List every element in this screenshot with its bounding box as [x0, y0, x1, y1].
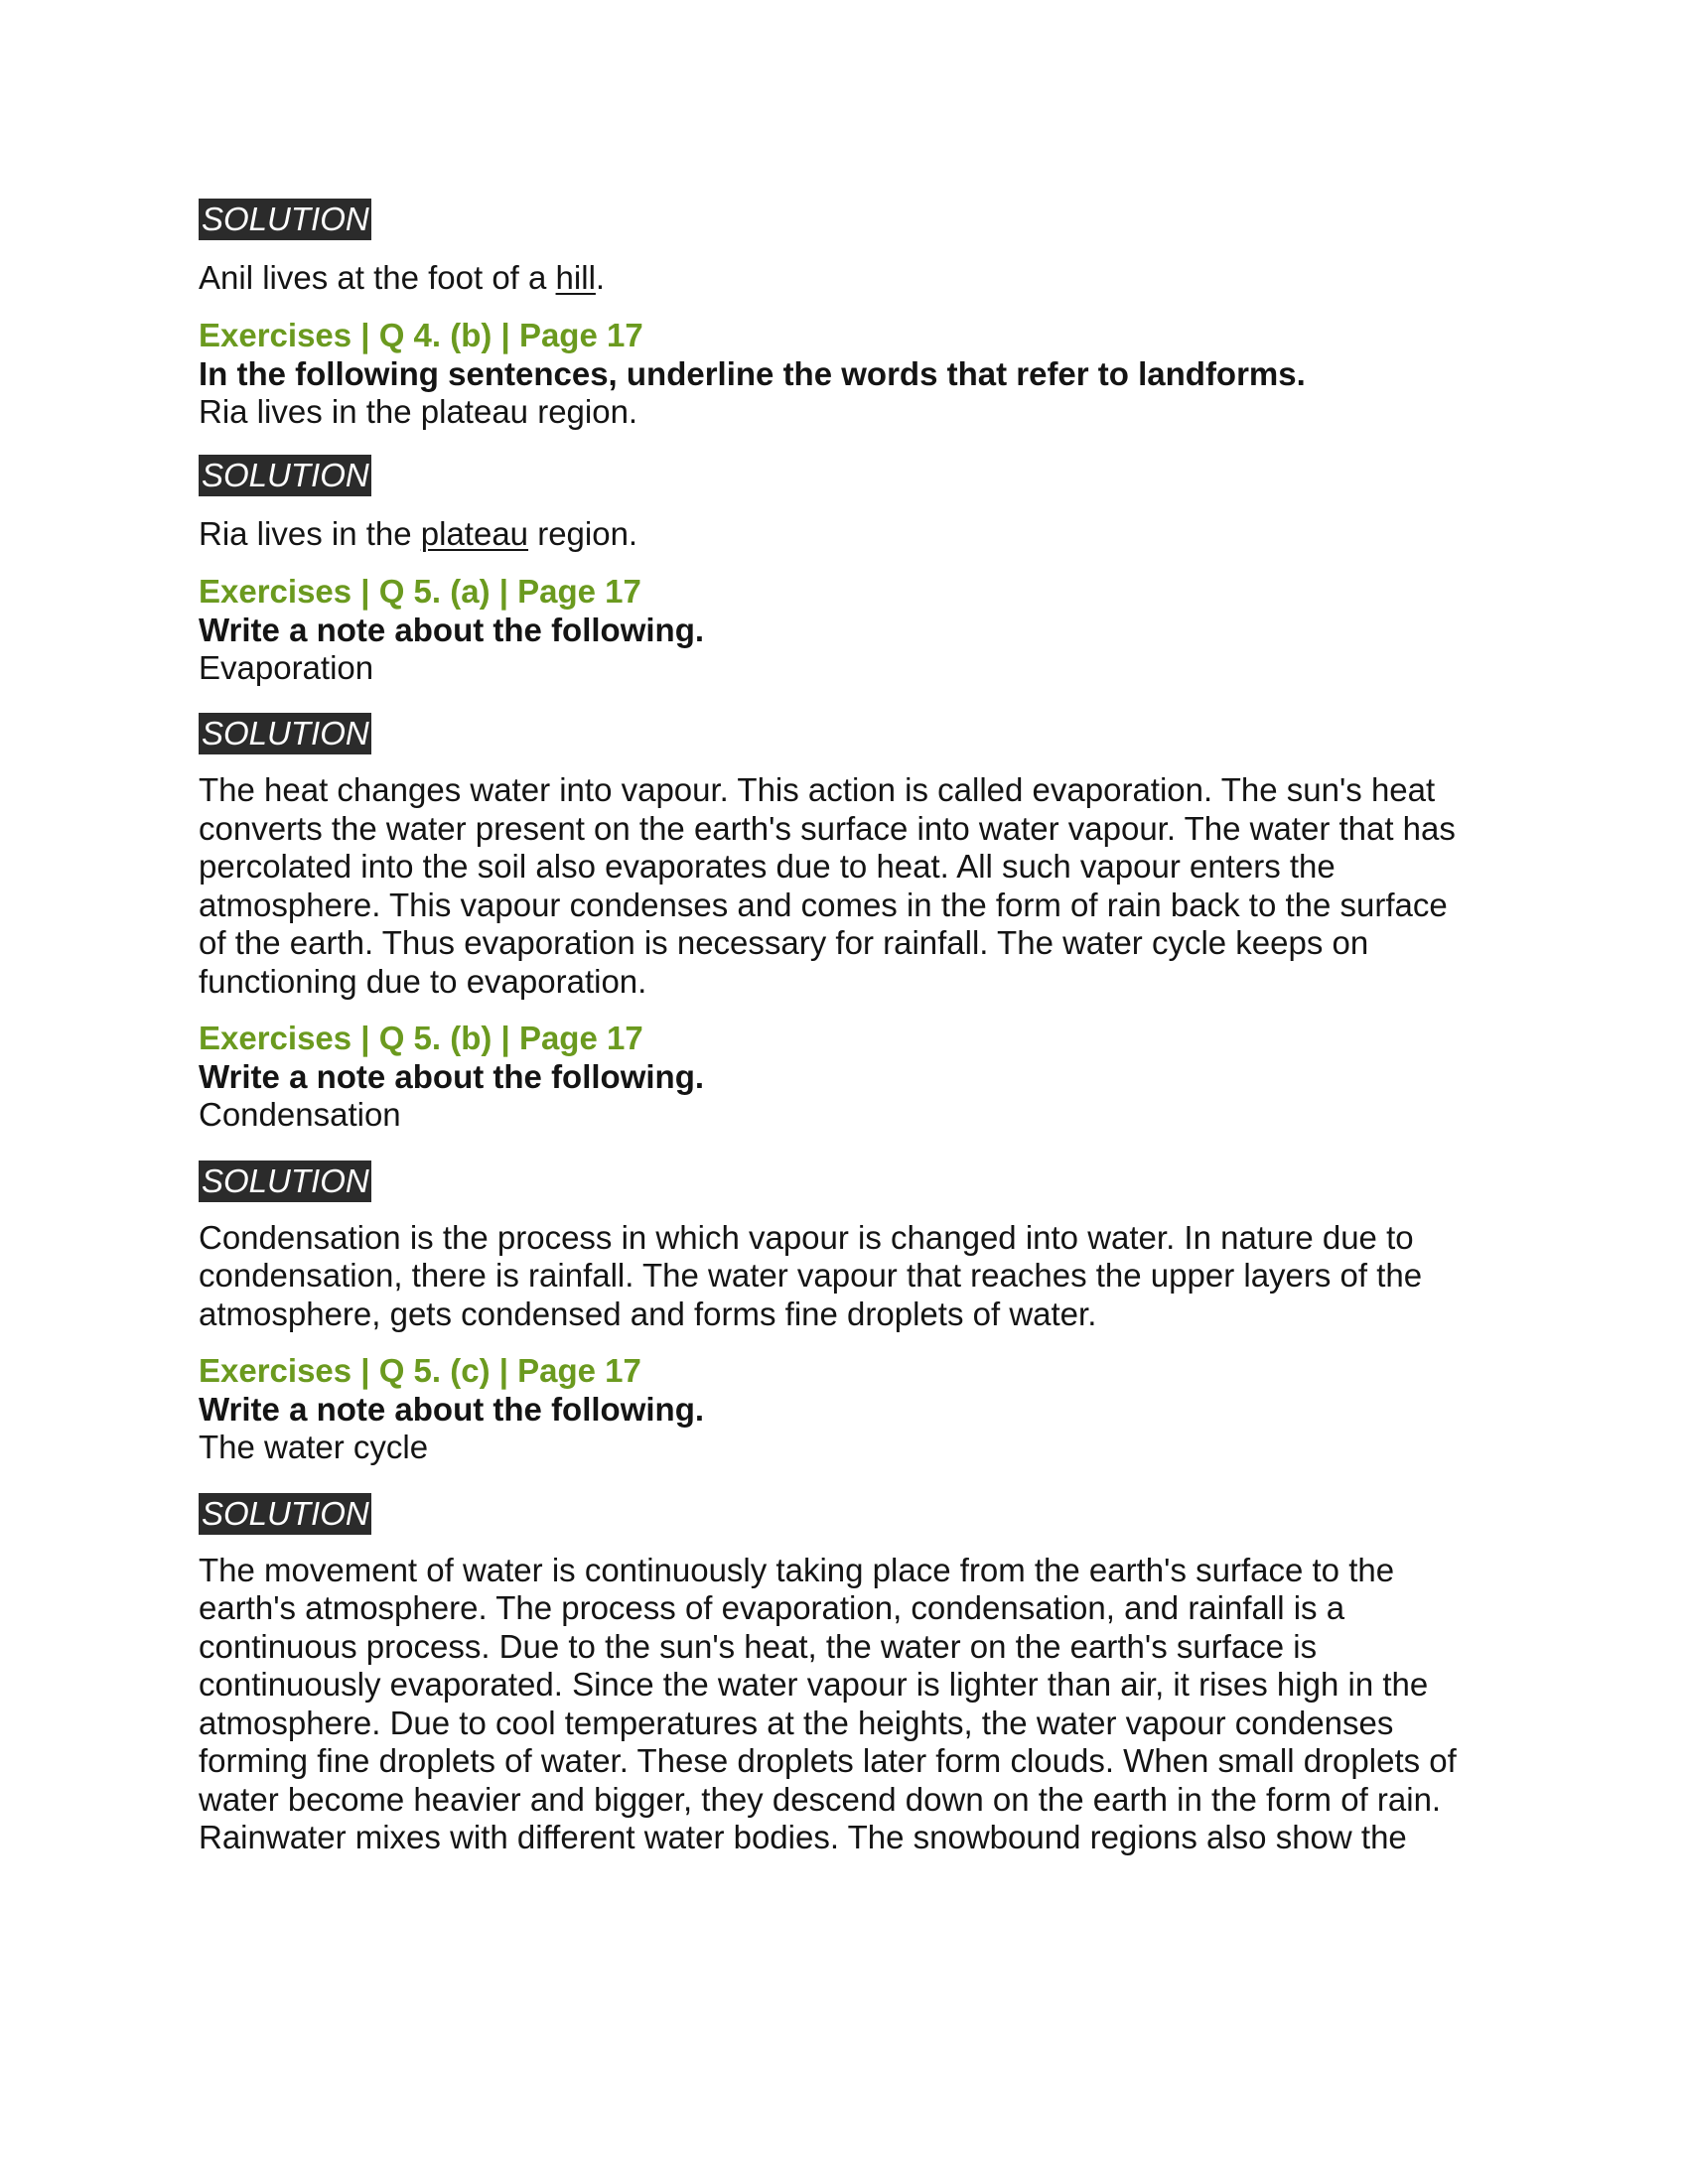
question-prompt: The water cycle: [199, 1429, 429, 1465]
exercise-heading: Exercises | Q 4. (b) | Page 17: [199, 316, 643, 353]
answer-paragraph: Condensation is the process in which vapour is changed into water. In nature due to condensation, there is rainfall. The water vapour that reaches the upper layers of the atmosphere, gets condensed and forms fine droplets of water.: [199, 1218, 1423, 1332]
solution-label: SOLUTION: [199, 713, 371, 754]
underlined-landform: hill: [555, 259, 596, 296]
answer-text: Anil lives at the foot of a hill.: [199, 259, 606, 296]
question-text: Write a note about the following.: [199, 1058, 705, 1095]
question-block-q5a: [199, 572, 1489, 1002]
question-block-q4b: [199, 316, 1489, 554]
answer-paragraph: The movement of water is continuously taking place from the earth's surface to the earth's atmosphere. The process of evaporation, condensation, and rainfall is a continuous process. Due to the sun's heat, the water on the earth's surface is continuously evaporated. Since the water vapour is lighter than air, it rises high in the atmosphere. Due to cool temperatures at the heights, the water vapour condenses forming fine droplets of water. These droplets later form clouds. When small droplets of water become heavier and bigger, they descend down on the earth in the form of rain. Rainwater mixes with different water bodies. The snowbound regions also show the: [199, 1551, 1457, 1855]
solution-block-q4a: [199, 199, 1489, 298]
question-text: Write a note about the following.: [199, 611, 705, 648]
underlined-landform: plateau: [420, 515, 529, 552]
exercise-heading: Exercises | Q 5. (b) | Page 17: [199, 1020, 643, 1056]
answer-text: Ria lives in the plateau region.: [199, 515, 638, 552]
exercise-heading: Exercises | Q 5. (c) | Page 17: [199, 1352, 641, 1389]
exercise-heading: Exercises | Q 5. (a) | Page 17: [199, 572, 641, 610]
solution-label: SOLUTION: [199, 1160, 371, 1202]
question-text: Write a note about the following.: [199, 1391, 705, 1428]
solution-label: SOLUTION: [199, 455, 371, 496]
question-block-q5c: [199, 1351, 1489, 1857]
question-prompt: Condensation: [199, 1096, 401, 1133]
question-prompt: Evaporation: [199, 648, 374, 686]
document-page: [199, 199, 1489, 1857]
question-prompt: Ria lives in the plateau region.: [199, 392, 638, 430]
question-text: In the following sentences, underline the words that refer to landforms.: [199, 354, 1306, 392]
solution-label: SOLUTION: [199, 1493, 371, 1535]
solution-label: SOLUTION: [199, 199, 371, 240]
question-block-q5b: [199, 1019, 1489, 1333]
answer-paragraph: The heat changes water into vapour. This action is called evaporation. The sun's heat converts the water present on the earth's surface into water vapour. The water that has percolated into the soil also evaporates due to heat. All such vapour enters the atmosphere. This vapour condenses and comes in the form of rain back to the surface of the earth. Thus evaporation is necessary for rainfall. The water cycle keeps on functioning due to evaporation.: [199, 771, 1456, 1000]
